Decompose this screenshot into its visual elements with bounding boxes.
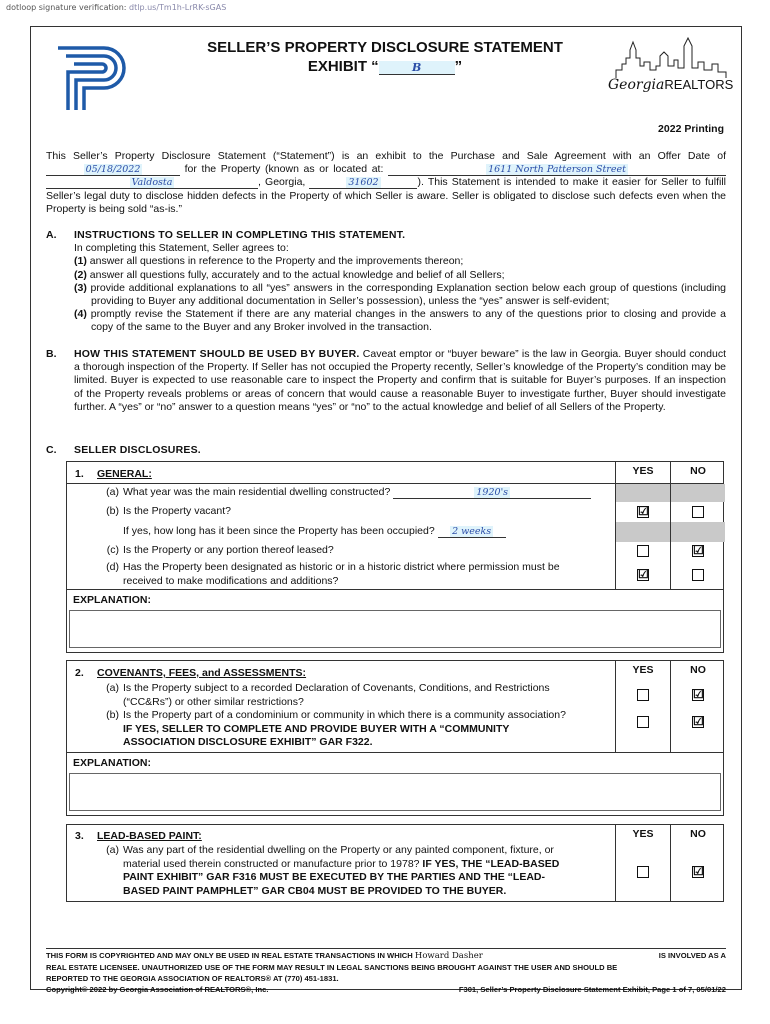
exhibit-letter-field[interactable]: B [379, 61, 455, 75]
city-field[interactable]: Valdosta [46, 177, 258, 189]
form-subtitle: EXHIBIT “ B ” [307, 58, 463, 75]
question-lead-paint: Was any part of the residential dwelling on the Property or any painted component, fixture, or [123, 844, 554, 856]
property-address-field[interactable]: 1611 North Patterson Street [388, 164, 726, 176]
covenants-title: COVENANTS, FEES, and ASSESSMENTS: [97, 667, 307, 679]
vacant-yes-checkbox[interactable]: ☑ [638, 504, 649, 518]
zip-field[interactable]: 31602 [309, 177, 417, 189]
lead-paint-title: LEAD-BASED PAINT: [97, 830, 202, 842]
yes-header: YES [615, 661, 670, 681]
signature-verification [6, 3, 226, 12]
skyline-icon [608, 36, 738, 80]
historic-yes-checkbox[interactable]: ☑ [638, 566, 649, 581]
form-id: F301, Seller’s Property Disclosure Statement Exhibit, Page 1 of 7, 05/01/22 [458, 985, 726, 994]
leased-yes-checkbox[interactable] [637, 545, 649, 557]
intro-paragraph: This Seller’s Property Disclosure Statement (“Statement”) is an exhibit to the Purchase and Sale Agreement with an Offer Date of 05/18/2022 for the Property (known as or located at: 1611 North Patterson Street Valdosta , Georgia, 31602 ). This Statement is intended to make it easier for Seller to fulfill Seller’s legal duty to disclose hidden defects in the Property of which Seller is aware. Seller is obligated to disclose such defects even when the Property is being sold “as-is.” [46, 150, 726, 215]
year-built-field[interactable]: 1920's [393, 487, 591, 499]
explanation-label: EXPLANATION: [73, 594, 151, 606]
copyright-footer: THIS FORM IS COPYRIGHTED AND MAY ONLY BE USED IN REAL ESTATE TRANSACTIONS IN WHICH Howard Dasher IS INVOLVED AS A REAL ESTATE LICENSEE. UNAUTHORIZED USE OF THE FORM MAY RESULT IN LEGAL SANCTIONS BEING BROUGHT AGAINST THE USER AND SHOULD BE REPORTED TO THE GEORGIA ASSOCIATION OF REALTORS® AT (770) 451-1831. Copyright© 2022 by Georgia Association of REALTORS®, Inc. F301, Seller’s Property Disclosure Statement Exhibit, Page 1 of 7, 05/01/22 [46, 948, 726, 995]
section-a-instructions: A. INSTRUCTIONS TO SELLER IN COMPLETING THIS STATEMENT. In completing this Statement, Seller agrees to: (1) answer all questions in reference to the Property and the improvements thereon; (2) answer all questions fully, accurately and to the actual knowledge and belief of all Sellers; (3) provide additional explanations to all “yes” answers in the corresponding Explanation section below each group of questions (including providing to Buyer any additional documentation in Seller’s possession), unless the “yes” answer is self-evident; (4) promptly revise the Statement if there are any material changes in the answers to any of the questions prior to closing and provide a copy of the same to the Buyer and any Broker involved in the transaction. [46, 229, 727, 334]
question-vacancy-duration: If yes, how long has it been since the Property has been occupied? [123, 525, 435, 537]
historic-no-checkbox[interactable] [692, 569, 704, 581]
question-year-built: What year was the main residential dwelling constructed? [123, 486, 391, 498]
question-community-association: Is the Property part of a condominium or community in which there is a community association? [123, 709, 566, 721]
copyright-text: Copyright© 2022 by Georgia Association of REALTORS®, Inc. [46, 985, 269, 994]
question-vacant: Is the Property vacant? [123, 505, 231, 517]
covenants-disclosure-table: 2. COVENANTS, FEES, and ASSESSMENTS: YES NO (a) Is the Property subject to a recorded Declaration of Covenants, Conditions, and Restrictions (“CC&Rs”) or other similar restrictions? ☑ (b) Is the Property part of a condominium or community in which there is a community association? IF YES, SELLER TO COMPLETE AND PROVIDE BUYER WITH A “COMMUNITY ASSOCIATION DISCLOSURE EXHIBIT” GAR F322. ☑ EXPLANATION: [66, 660, 724, 816]
lead-paint-no-checkbox[interactable]: ☑ [693, 864, 704, 878]
yes-header: YES [615, 462, 670, 483]
section-a-heading: INSTRUCTIONS TO SELLER IN COMPLETING THIS STATEMENT. [74, 229, 406, 241]
question-historic: Has the Property been designated as historic or in a historic district where permission must be [123, 561, 560, 573]
general-title: GENERAL: [97, 468, 152, 480]
community-no-checkbox[interactable]: ☑ [693, 713, 704, 728]
question-ccrs: Is the Property subject to a recorded Declaration of Covenants, Conditions, and Restrictions [123, 682, 550, 694]
verification-link[interactable]: dtlp.us/Tm1h-LrRK-sGAS [129, 3, 227, 12]
verification-label: dotloop signature verification: [6, 3, 127, 12]
printing-year: 2022 Printing [658, 123, 724, 135]
company-p-logo [54, 40, 138, 112]
covenants-explanation-field[interactable] [69, 773, 721, 811]
form-title: SELLER’S PROPERTY DISCLOSURE STATEMENT [207, 39, 563, 56]
no-header: NO [670, 661, 725, 681]
section-c-heading: C. SELLER DISCLOSURES. [46, 444, 201, 456]
lead-paint-disclosure-table: 3. LEAD-BASED PAINT: YES NO (a) Was any part of the residential dwelling on the Property or any painted component, fixture, or material used therein constructed or manufacture prior to 1978? IF YES, THE “LEAD-BASED PAINT EXHIBIT” GAR F316 MUST BE EXECUTED BY THE PARTIES AND THE “LEAD- BASED PAINT PAMPHLET” GAR CB04 MUST BE PROVIDED TO THE BUYER. ☑ [66, 824, 724, 902]
general-explanation-field[interactable] [69, 610, 721, 648]
section-b-buyer-usage: B. HOW THIS STATEMENT SHOULD BE USED BY BUYER. Caveat emptor or “buyer beware” is the law in Georgia. Buyer should conduct a thorough inspection of the Property. If Seller has not occupied the Property recently, Seller’s knowledge of the Property’s condition may be limited. Buyer is expected to use reasonable care to inspect the Property and confirm that is suitable for Buyer’s purposes. If an inspection of the Property reveals problems or areas of concern that would cause a reasonable Buyer to investigate further, Buyer should investigate further. A “yes” or “no” answer to a question means “yes” or “no” to the actual knowledge and belief of all Sellers of the Property. [46, 348, 726, 413]
instruction-item: (4) promptly revise the Statement if there are any material changes in the answers to any of the questions prior to closing and provide a copy of the same to the Buyer and any Broker involved in the transaction. [74, 308, 726, 334]
leased-no-checkbox[interactable]: ☑ [693, 543, 704, 557]
explanation-label: EXPLANATION: [73, 757, 151, 769]
no-header: NO [670, 825, 725, 843]
community-yes-checkbox[interactable] [637, 716, 649, 728]
ga-logo-bold: REALTORS [664, 77, 734, 92]
instruction-item: (3) provide additional explanations to all “yes” answers in the corresponding Explanation section below each group of questions (including providing to Buyer any additional documentation in Seller’s possession), unless the “yes” answer is self-evident; [74, 281, 727, 308]
instruction-item: (2) answer all questions fully, accurately and to the actual knowledge and belief of all Sellers; [74, 268, 505, 281]
instruction-item: (1) answer all questions in reference to the Property and the improvements thereon; [74, 255, 464, 268]
licensee-name: Howard Dasher [414, 951, 483, 961]
georgia-realtors-logo [608, 36, 738, 106]
yes-header: YES [615, 825, 670, 843]
vacancy-duration-field[interactable]: 2 weeks [438, 526, 506, 538]
ccrs-no-checkbox[interactable]: ☑ [693, 687, 704, 701]
ccrs-yes-checkbox[interactable] [637, 689, 649, 701]
question-leased: Is the Property or any portion thereof leased? [123, 544, 334, 556]
ga-logo-script: Georgia [608, 77, 665, 93]
general-disclosure-table: 1. GENERAL: YES NO (a) What year was the main residential dwelling constructed? 1920's (b) Is the Property vacant? ☑ If yes, how long has it been since the Property has been occupied? 2 weeks (c) Is the Property or any portion thereof leased? ☑ (d) Has the Property been designated as historic or in a historic district where permission must be received to make modifications and additions? ☑ EXPLANATION: [66, 461, 724, 653]
offer-date-field[interactable]: 05/18/2022 [46, 164, 180, 176]
lead-paint-yes-checkbox[interactable] [637, 866, 649, 878]
vacant-no-checkbox[interactable] [692, 506, 704, 518]
no-header: NO [670, 462, 725, 483]
section-b-heading: HOW THIS STATEMENT SHOULD BE USED BY BUYER. [74, 348, 360, 360]
